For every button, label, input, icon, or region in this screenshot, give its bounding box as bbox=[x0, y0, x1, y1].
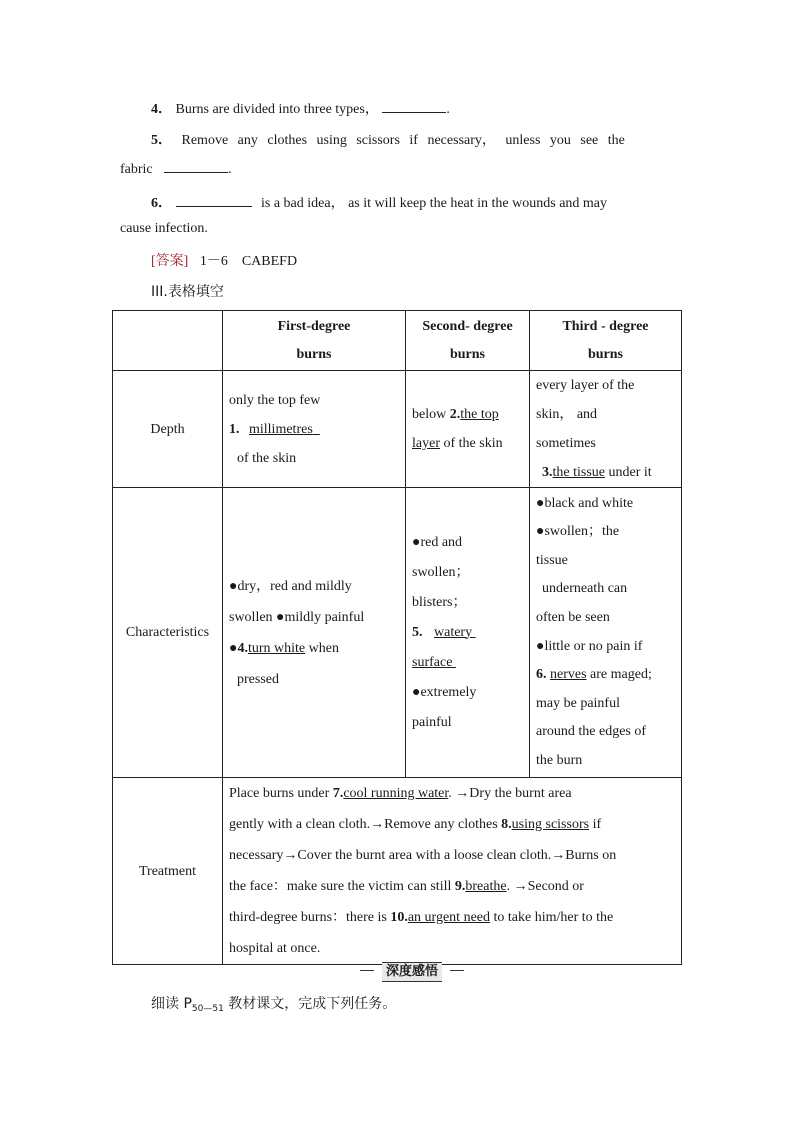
blank-number: 10. bbox=[390, 910, 408, 925]
cell-line: ●little or no pain if bbox=[536, 638, 643, 654]
answer-blank[interactable] bbox=[176, 194, 252, 207]
header-line: burns bbox=[296, 346, 332, 362]
section-title bbox=[151, 281, 224, 301]
cell-line bbox=[229, 633, 399, 664]
depth-second bbox=[406, 371, 530, 488]
cell-text: when bbox=[308, 640, 339, 656]
burns-table bbox=[112, 310, 682, 965]
blank-number: 5. bbox=[412, 624, 423, 640]
question-6 bbox=[151, 192, 607, 212]
cell-line bbox=[229, 415, 399, 444]
blank-number: 1. bbox=[229, 421, 240, 437]
row-label-treatment: Treatment bbox=[113, 778, 223, 965]
treatment-steps bbox=[223, 778, 682, 965]
question-text: Remove any clothes using scissors if necessary， unless you see the bbox=[181, 133, 625, 148]
cell-text: the face：make sure the victim can still bbox=[229, 879, 452, 894]
blank-number: 3. bbox=[542, 465, 553, 480]
cell-line: ●extremely bbox=[412, 684, 477, 700]
section-banner bbox=[360, 962, 464, 980]
header-line: burns bbox=[449, 346, 486, 362]
header-line: First-degree bbox=[277, 318, 351, 334]
blank-number: 8. bbox=[501, 817, 512, 832]
cell-line: often be seen bbox=[536, 609, 610, 625]
answer-fill: an urgent need bbox=[407, 910, 490, 925]
answer-fill: the tissue bbox=[552, 465, 605, 480]
depth-first bbox=[223, 371, 406, 488]
header-line: Third - degree bbox=[562, 318, 649, 334]
cell-line: ●black and white bbox=[536, 495, 634, 511]
answer-blank[interactable] bbox=[382, 100, 446, 113]
answer-fill: the top bbox=[460, 407, 499, 422]
question-text-cont: cause infection. bbox=[120, 221, 208, 236]
cell-text: gently with a clean cloth.→Remove any clothes bbox=[229, 817, 498, 832]
banner-text: 深度感悟 bbox=[382, 962, 442, 982]
cell-line: may be painful bbox=[536, 695, 620, 711]
cell-line: the burn bbox=[536, 752, 583, 768]
cell-line: swollen ●mildly painful bbox=[229, 609, 365, 625]
cell-line: pressed bbox=[237, 671, 279, 687]
row-label-characteristics: Characteristics bbox=[113, 488, 223, 778]
question-text-cont: fabric bbox=[120, 162, 153, 177]
row-label-depth: Depth bbox=[113, 371, 223, 488]
instruction bbox=[151, 993, 396, 1014]
cell-line: only the top few bbox=[229, 392, 321, 408]
question-end: . bbox=[228, 162, 232, 177]
answer-fill: millimetres bbox=[249, 421, 313, 437]
cell-line: of the skin bbox=[237, 450, 297, 466]
cell-line: hospital at once. bbox=[229, 941, 321, 956]
cell-line bbox=[412, 429, 523, 458]
cell-line: sometimes bbox=[536, 436, 596, 451]
cell-line: necessary→Cover the burnt area with a loose clean cloth.→Burns on bbox=[229, 848, 617, 863]
answer-fill: breathe bbox=[465, 879, 507, 894]
blank-number: ●4. bbox=[229, 640, 248, 656]
answer-fill: cool running water bbox=[343, 786, 449, 801]
table-row-treatment bbox=[113, 778, 682, 965]
question-text: is a bad idea， as it will keep the heat in the wounds and may bbox=[261, 196, 608, 211]
characteristics-second bbox=[406, 488, 530, 778]
cell-text: to take him/her to the bbox=[493, 910, 614, 925]
cell-line bbox=[412, 400, 523, 429]
cell-line bbox=[536, 661, 675, 690]
blank-number: 9. bbox=[454, 879, 466, 894]
answer-text: 1－6 CABEFD bbox=[199, 254, 298, 269]
cell-text: . →Second or bbox=[506, 879, 584, 894]
answer-fill: layer bbox=[412, 436, 440, 451]
instruction-text: 细读 P bbox=[151, 996, 192, 1012]
question-text: Burns are divided into three types， bbox=[175, 102, 379, 117]
answer-fill: nerves bbox=[550, 667, 587, 683]
answer-fill: using scissors bbox=[511, 817, 590, 832]
answer-fill: watery bbox=[434, 624, 473, 640]
section-title-text: III.表格填空 bbox=[151, 284, 224, 300]
cell-text: . →Dry the burnt area bbox=[448, 786, 572, 801]
question-4 bbox=[151, 98, 450, 118]
table-row-characteristics bbox=[113, 488, 682, 778]
header-second-degree bbox=[406, 311, 530, 371]
blank-number: 6. bbox=[536, 667, 547, 683]
cell-text: under it bbox=[608, 465, 652, 480]
question-6-cont bbox=[120, 221, 208, 237]
depth-third bbox=[530, 371, 682, 488]
cell-line bbox=[412, 618, 523, 648]
answer-fill: turn bbox=[247, 640, 271, 656]
cell-line: around the edges of bbox=[536, 724, 647, 740]
question-number: 6． bbox=[151, 196, 172, 211]
table-row-depth bbox=[113, 371, 682, 488]
cell-line: tissue bbox=[536, 552, 568, 568]
answer-tag: [答案] bbox=[151, 254, 189, 269]
cell-text: below bbox=[412, 407, 447, 422]
cell-line: ●dry，red and mildly bbox=[229, 578, 352, 594]
question-number: 4． bbox=[151, 102, 172, 117]
blank-number: 7. bbox=[332, 786, 344, 801]
page-range: 50—51 bbox=[191, 1004, 224, 1014]
cell-line: ●red and bbox=[412, 534, 463, 550]
header-first-degree bbox=[223, 311, 406, 371]
header-empty bbox=[113, 311, 223, 371]
question-5-cont bbox=[120, 160, 232, 178]
cell-text: are maged; bbox=[590, 667, 652, 683]
cell-line: swollen；blisters； bbox=[412, 564, 470, 610]
cell-line: underneath can bbox=[542, 581, 628, 597]
answer-blank[interactable] bbox=[164, 160, 228, 173]
header-line: Second- degree bbox=[422, 318, 513, 334]
instruction-text: 教材课文，完成下列任务。 bbox=[228, 996, 397, 1012]
cell-line bbox=[229, 809, 675, 840]
cell-line bbox=[412, 648, 523, 678]
question-end: . bbox=[446, 102, 450, 117]
answer-fill: white bbox=[274, 640, 306, 656]
table-header-row bbox=[113, 311, 682, 371]
cell-text: Place burns under bbox=[229, 786, 330, 801]
blank-number: 2. bbox=[449, 407, 461, 422]
header-line: burns bbox=[587, 346, 624, 362]
cell-line bbox=[229, 902, 675, 933]
cell-text: third-degree burns：there is bbox=[229, 910, 387, 925]
cell-line: every layer of the bbox=[536, 378, 635, 393]
characteristics-third bbox=[530, 488, 682, 778]
answer-line bbox=[151, 250, 297, 270]
cell-line: skin， and bbox=[536, 407, 598, 422]
cell-line bbox=[229, 871, 675, 902]
cell-line: painful bbox=[412, 714, 452, 730]
answer-fill: surface bbox=[412, 654, 453, 670]
header-third-degree bbox=[530, 311, 682, 371]
cell-text: of the skin bbox=[443, 436, 503, 451]
question-number: 5． bbox=[151, 133, 172, 148]
cell-text: if bbox=[592, 817, 602, 832]
cell-line bbox=[229, 778, 675, 809]
characteristics-first bbox=[223, 488, 406, 778]
cell-line bbox=[536, 458, 675, 487]
cell-line: ●swollen；the bbox=[536, 524, 620, 540]
question-5 bbox=[151, 129, 625, 149]
